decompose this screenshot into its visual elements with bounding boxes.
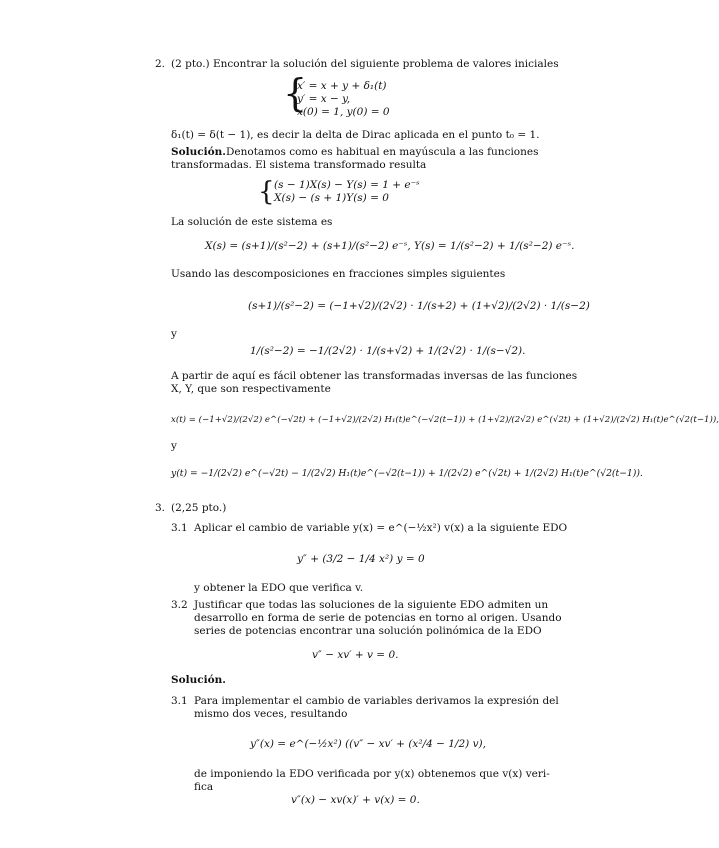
xt-equation: x(t) = (−1+√2)/(2√2) e^(−√2t) + (−1+√2)/(2√2) H₁(t)e^(−√2(t−1)) + (1+√2)/(2√2) e^(√2t) + (1+√2)/(2√2) H₁(t)e^(√2(t−1)),: [171, 415, 719, 425]
decomp-eq-2: 1/(s²−2) = −1/(2√2) · 1/(s+√2) + 1/(2√2) · 1/(s−√2).: [250, 345, 526, 357]
s31-equation: y″(x) = e^(−½x²) ((v″ − xv′ + (x²/4 − 1/2) v),: [250, 738, 486, 750]
solution2-line1: Denotamos como es habitual en mayúscula a las funciones: [226, 146, 539, 158]
decomp-intro: Usando las descomposiciones en fracciones simples siguientes: [171, 268, 506, 280]
transformed-eq-1: (s − 1)X(s) − Y(s) = 1 + e⁻ˢ: [274, 179, 420, 191]
problem2-number: 2.: [155, 58, 166, 70]
system-eq-3: x(0) = 1, y(0) = 0: [297, 106, 390, 118]
p31-equation: y″ + (3/2 − 1/4 x²) y = 0: [297, 553, 425, 565]
system-eq-1: x′ = x + y + δ₁(t): [297, 80, 387, 92]
and-2: y: [171, 440, 177, 452]
p32-line1: Justificar que todas las soluciones de la siguiente EDO admiten un: [194, 599, 549, 611]
problem3-statement: (2,25 pto.): [171, 502, 227, 514]
delta-note: δ₁(t) = δ(t − 1), es decir la delta de Dirac aplicada en el punto t₀ = 1.: [171, 129, 540, 141]
s31-line2: mismo dos veces, resultando: [194, 708, 348, 720]
problem2-statement: (2 pto.) Encontrar la solución del siguiente problema de valores iniciales: [171, 58, 559, 70]
p32-number: 3.2: [171, 599, 188, 611]
decomp-eq-1: (s+1)/(s²−2) = (−1+√2)/(2√2) · 1/(s+2) + (1+√2)/(2√2) · 1/(s−2): [248, 300, 590, 312]
p31-after: y obtener la EDO que verifica v.: [194, 582, 364, 594]
s31-equation-2: v″(x) − xv(x)′ + v(x) = 0.: [291, 794, 420, 806]
s31-line4: fica: [194, 781, 214, 793]
s31-number: 3.1: [171, 695, 188, 707]
problem3-number: 3.: [155, 502, 166, 514]
p31-number: 3.1: [171, 522, 188, 534]
solution-intro: La solución de este sistema es: [171, 216, 333, 228]
inverse-line2: X, Y, que son respectivamente: [171, 383, 331, 395]
transformed-eq-2: X(s) − (s + 1)Y(s) = 0: [274, 192, 389, 204]
p32-line2: desarrollo en forma de serie de potencias en torno al origen. Usando: [194, 612, 562, 624]
solution2-line2: transformadas. El sistema transformado resulta: [171, 159, 427, 171]
solution3-label: Solución.: [171, 674, 226, 686]
s31-line1: Para implementar el cambio de variables derivamos la expresión del: [194, 695, 559, 707]
transformed-brace: {: [258, 177, 275, 207]
s31-line3: de imponiendo la EDO verificada por y(x) obtenemos que v(x) veri-: [194, 768, 550, 780]
p32-line3: series de potencias encontrar una solución polinómica de la EDO: [194, 625, 542, 637]
inverse-line1: A partir de aquí es fácil obtener las transformadas inversas de las funciones: [171, 370, 578, 382]
yt-equation: y(t) = −1/(2√2) e^(−√2t) − 1/(2√2) H₁(t)e^(−√2(t−1)) + 1/(2√2) e^(√2t) + 1/(2√2) H₁(t)e^(√2(t−1)).: [171, 468, 643, 479]
p32-equation: v″ − xv′ + v = 0.: [312, 649, 399, 661]
system-brace: {: [283, 71, 308, 115]
XY-equation: X(s) = (s+1)/(s²−2) + (s+1)/(s²−2) e⁻ˢ, Y(s) = 1/(s²−2) + 1/(s²−2) e⁻ˢ.: [205, 240, 575, 252]
solution2-label: Solución.: [171, 146, 226, 158]
system-eq-2: y′ = x − y,: [297, 93, 351, 105]
p31-text: Aplicar el cambio de variable y(x) = e^(−½x²) v(x) a la siguiente EDO: [194, 522, 568, 534]
and-1: y: [171, 328, 177, 340]
